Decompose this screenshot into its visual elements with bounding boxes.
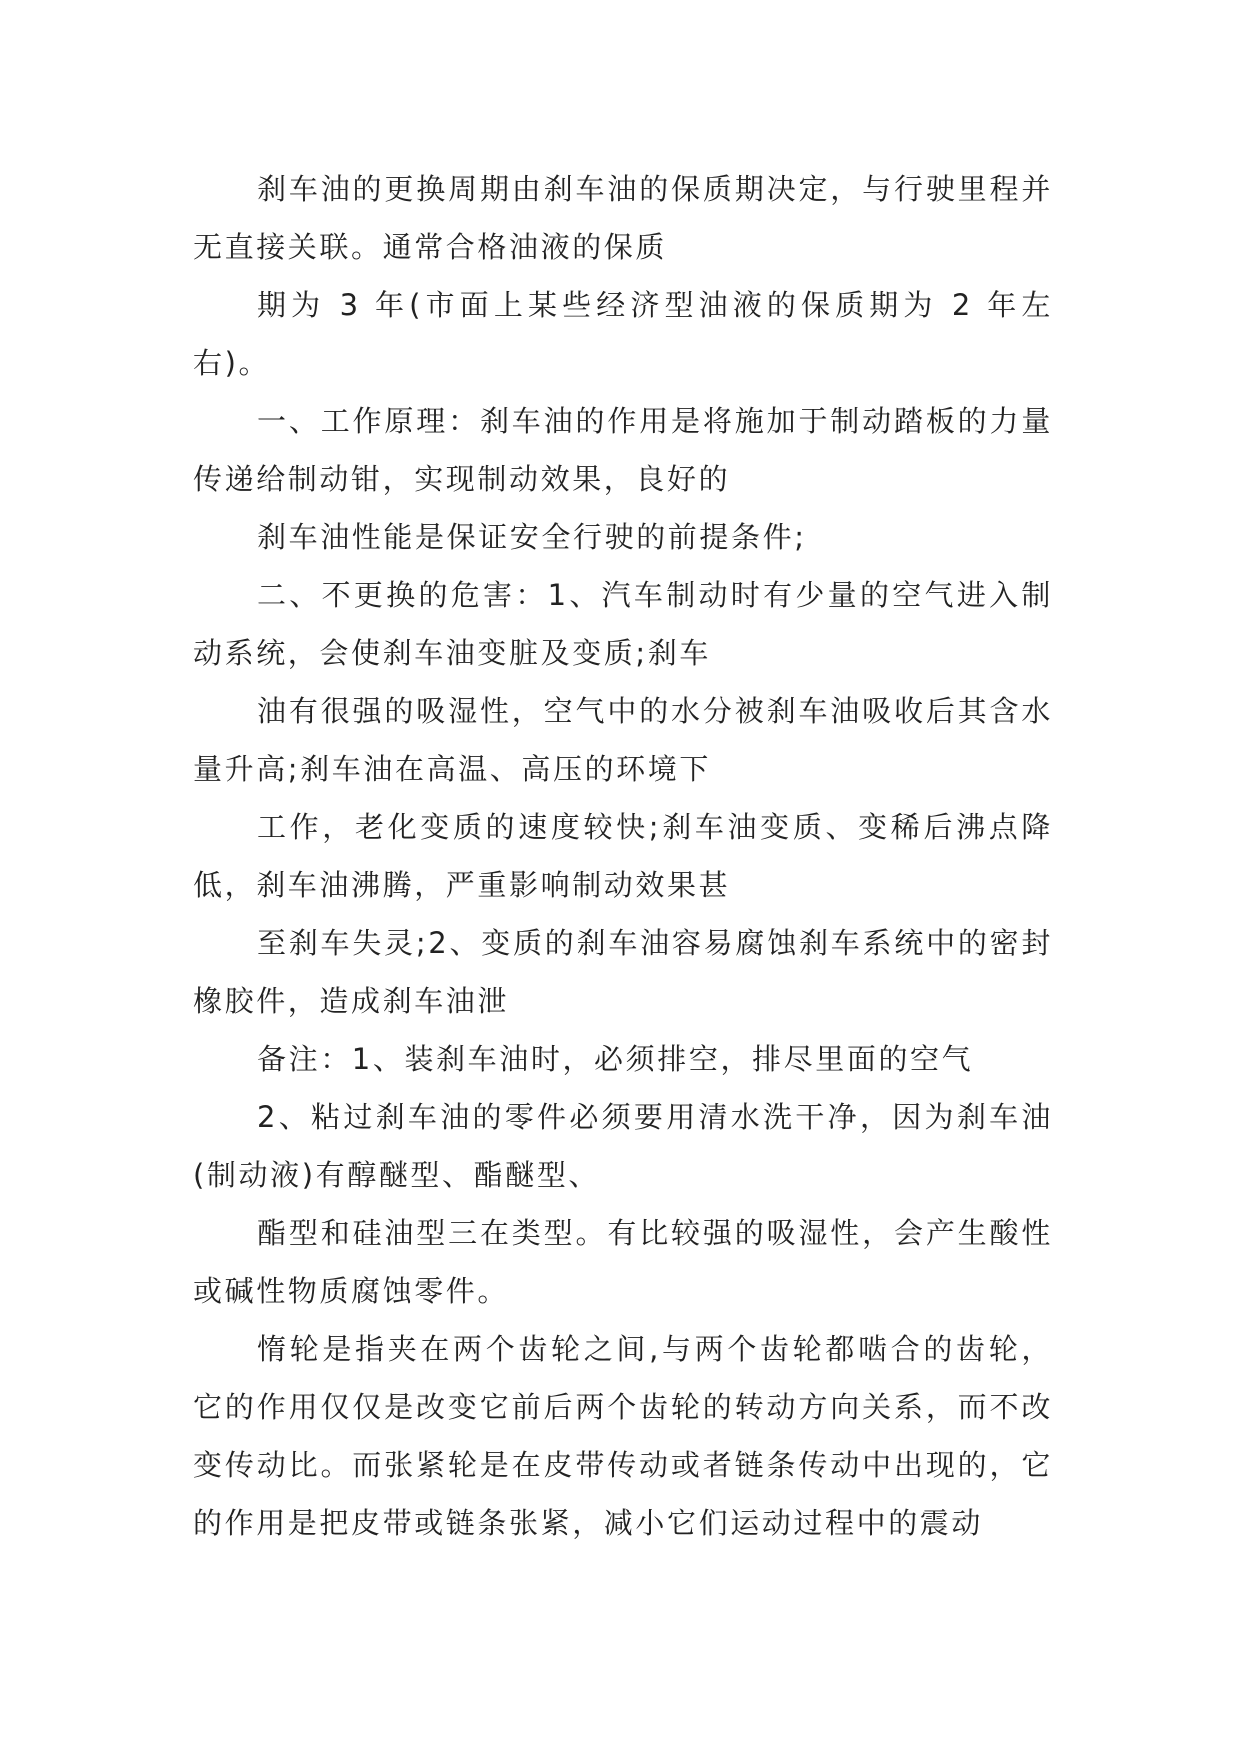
paragraph-idler-tensioner: 惰轮是指夹在两个齿轮之间,与两个齿轮都啮合的齿轮，它的作用仅仅是改变它前后两个齿轮的转动方向关系，而不改变传动比。而张紧轮是在皮带传动或者链条传动中出现的，它的作用是把皮带或链条张紧，减小它们运动过程中的震动 <box>193 1332 1053 1540</box>
paragraph-brake-fluid-cycle: 刹车油的更换周期由刹车油的保质期决定，与行驶里程并无直接关联。通常合格油液的保质 <box>193 172 1053 264</box>
paragraph-hazards: 二、不更换的危害：1、汽车制动时有少量的空气进入制动系统，会使刹车油变脏及变质;刹车 <box>193 578 1053 670</box>
paragraph-note-1: 备注：1、装刹车油时，必须排空，排尽里面的空气 <box>257 1042 974 1076</box>
paragraph-fluid-types: 酯型和硅油型三在类型。有比较强的吸湿性，会产生酸性或碱性物质腐蚀零件。 <box>193 1216 1053 1308</box>
paragraph-corrosion: 至刹车失灵;2、变质的刹车油容易腐蚀刹车系统中的密封橡胶件，造成刹车油泄 <box>193 926 1053 1018</box>
paragraph-safety-condition: 刹车油性能是保证安全行驶的前提条件; <box>257 520 807 554</box>
paragraph-note-2: 2、粘过刹车油的零件必须要用清水洗干净，因为刹车油(制动液)有醇醚型、酯醚型、 <box>193 1100 1053 1192</box>
paragraph-shelf-life: 期为 3 年(市面上某些经济型油液的保质期为 2 年左右)。 <box>193 288 1053 380</box>
paragraph-working-principle: 一、工作原理：刹车油的作用是将施加于制动踏板的力量传递给制动钳，实现制动效果，良好的 <box>193 404 1053 496</box>
document-body <box>193 160 1053 1552</box>
paragraph-hygroscopic: 油有很强的吸湿性，空气中的水分被刹车油吸收后其含水量升高;刹车油在高温、高压的环境下 <box>193 694 1053 786</box>
paragraph-aging: 工作，老化变质的速度较快;刹车油变质、变稀后沸点降低，刹车油沸腾，严重影响制动效果甚 <box>193 810 1053 902</box>
